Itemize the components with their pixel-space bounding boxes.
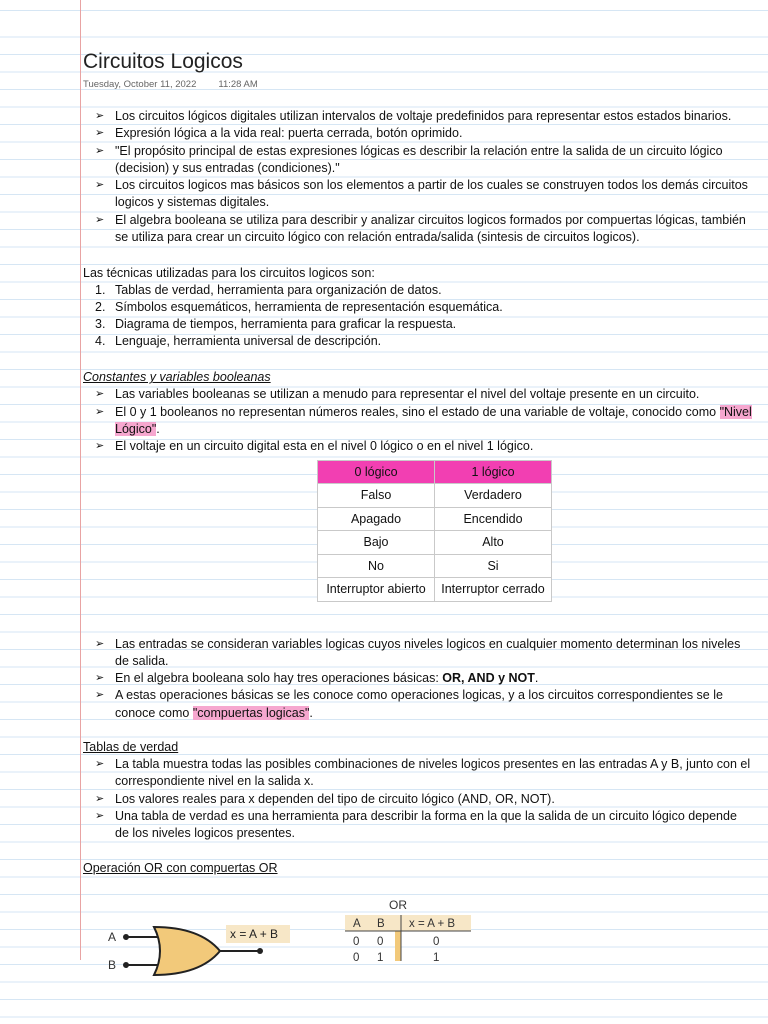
arrow-bullet-icon: ➢ <box>95 110 105 122</box>
logic-level-table <box>317 460 552 602</box>
table-row: Interruptor abierto Interruptor cerrado <box>318 578 552 602</box>
page-meta <box>83 79 753 90</box>
arrow-bullet-icon: ➢ <box>95 637 105 650</box>
list-item: ➢ "El propósito principal de estas expresiones lógicas es describir la relación entre la salida de un circuito lógico (decision) y sus entradas (condiciones)." <box>95 143 723 175</box>
list-item: 2. Símbolos esquemáticos, herramienta de representación esquemática. <box>95 300 503 315</box>
intro-list <box>83 108 753 246</box>
list-item: ➢ El algebra booleana se utiliza para describir y analizar circuitos logicos formados por compuertas lógicas, también se utiliza para crear un circuito lógico con relación entrada/salida (sintesis de circuitos logicos). <box>95 212 746 245</box>
arrow-bullet-icon: ➢ <box>95 672 105 685</box>
truth-list <box>83 756 753 842</box>
svg-text:0: 0 <box>353 952 360 964</box>
note-page <box>83 48 753 877</box>
table-header: 0 lógico <box>318 460 435 484</box>
svg-text:1: 1 <box>433 952 440 964</box>
or-figures <box>100 895 500 972</box>
table-header: 1 lógico <box>435 460 552 484</box>
truth-heading: Tablas de verdad <box>83 740 179 755</box>
svg-text:0: 0 <box>353 936 360 948</box>
gate-expression: x = A + B <box>230 927 279 941</box>
list-item: ➢ A estas operaciones básicas se les conoce como operaciones logicas, y a los circuitos correspondientes se le conoce como "compuertas logicas". <box>95 688 723 720</box>
highlight-nivel-logico: "Nivel Lógico" <box>115 404 752 436</box>
table-row: Falso Verdadero <box>318 484 552 508</box>
list-item: ➢ Las variables booleanas se utilizan a menudo para representar el nivel del voltaje presente en un circuito. <box>83 386 753 403</box>
svg-text:0: 0 <box>433 936 440 948</box>
page-title: Circuitos Logicos <box>83 50 243 73</box>
list-item: 1. Tablas de verdad, herramienta para organización de datos. <box>95 283 442 298</box>
table-row: No Si <box>318 554 552 578</box>
arrow-bullet-icon: ➢ <box>95 809 105 822</box>
techniques-intro: Las técnicas utilizadas para los circuitos logicos son: <box>83 266 375 281</box>
or-gate-shape <box>154 927 220 975</box>
list-item: ➢ Las entradas se consideran variables logicas cuyos niveles logicos en cualquier momento determinan los niveles de salida. <box>95 636 741 668</box>
list-item: ➢ Los circuitos lógicos digitales utilizan intervalos de voltaje predefinidos para representar estos estados binarios. <box>83 108 753 125</box>
list-item: ➢ En el algebra booleana solo hay tres operaciones básicas: OR, AND y NOT. <box>83 670 753 687</box>
arrow-bullet-icon: ➢ <box>95 689 105 702</box>
arrow-bullet-icon: ➢ <box>95 213 105 226</box>
list-item: ➢ Los circuitos logicos mas básicos son los elementos a partir de los cuales se construyen todos los demás circuitos logicos y sistemas digitales. <box>95 178 748 210</box>
page-date: Tuesday, October 11, 2022 <box>83 79 197 90</box>
gate-input-b: B <box>108 958 117 972</box>
arrow-bullet-icon: ➢ <box>95 144 105 157</box>
list-item: ➢ El 0 y 1 booleanos no representan números reales, sino el estado de una variable de voltaje, conocido como "Nivel Lógico". <box>95 404 752 436</box>
or-heading: Operación OR con compuertas OR <box>83 860 278 875</box>
highlight-compuertas: "compuertas logicas" <box>192 705 310 720</box>
arrow-bullet-icon: ➢ <box>95 440 105 453</box>
techniques-list <box>83 282 753 350</box>
arrow-bullet-icon: ➢ <box>95 127 105 140</box>
gate-input-a: A <box>108 930 117 944</box>
table-row: Bajo Alto <box>318 531 552 555</box>
svg-text:B: B <box>377 918 385 930</box>
table-row: Apagado Encendido <box>318 507 552 531</box>
svg-text:1: 1 <box>377 952 384 964</box>
list-item: ➢ El voltaje en un circuito digital esta en el nivel 0 lógico o en el nivel 1 lógico. <box>83 438 753 455</box>
arrow-bullet-icon: ➢ <box>95 792 105 805</box>
svg-text:x = A + B: x = A + B <box>409 918 456 930</box>
or-truth-table <box>345 895 485 964</box>
page-time: 11:28 AM <box>218 79 258 90</box>
margin-line <box>80 0 81 960</box>
or-gate-diagram <box>100 905 300 972</box>
list-item: ➢ Una tabla de verdad es una herramienta para describir la forma en la que la salida de un circuito lógico depende de los niveles logicos presentes. <box>95 808 737 841</box>
list-item: ➢ Los valores reales para x dependen del tipo de circuito lógico (AND, OR, NOT). <box>83 791 753 808</box>
or-table-title: OR <box>389 898 407 912</box>
operations-list <box>83 636 753 722</box>
svg-text:A: A <box>353 918 361 930</box>
arrow-bullet-icon: ➢ <box>95 758 105 771</box>
constants-heading: Constantes y variables booleanas <box>83 370 271 385</box>
list-item: 4. Lenguaje, herramienta universal de descripción. <box>95 334 382 349</box>
arrow-bullet-icon: ➢ <box>95 388 105 401</box>
list-item: ➢ Expresión lógica a la vida real: puerta cerrada, botón oprimido. <box>83 125 753 142</box>
arrow-bullet-icon: ➢ <box>95 405 105 418</box>
arrow-bullet-icon: ➢ <box>95 179 105 192</box>
svg-text:0: 0 <box>377 936 384 948</box>
constants-list <box>83 386 753 455</box>
list-item: ➢ La tabla muestra todas las posibles combinaciones de niveles logicos presentes en las entradas A y B, junto con el correspondiente nivel en la salida x. <box>95 757 751 789</box>
list-item: 3. Diagrama de tiempos, herramienta para graficar la respuesta. <box>95 317 457 332</box>
